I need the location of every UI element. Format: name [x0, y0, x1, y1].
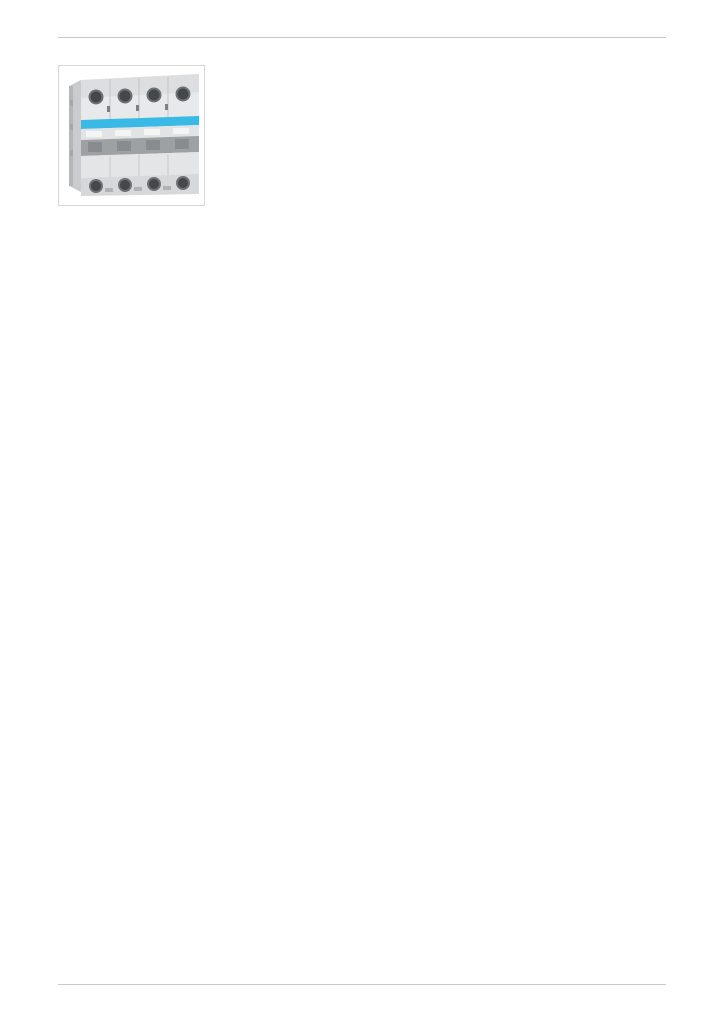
product-image-column — [58, 65, 205, 211]
main-content — [58, 65, 666, 211]
header — [58, 0, 666, 38]
spec-column — [216, 65, 666, 211]
product-image — [58, 65, 205, 206]
footer — [58, 984, 666, 993]
mcb-breaker-illustration — [59, 66, 204, 205]
datasheet-page — [0, 0, 724, 211]
